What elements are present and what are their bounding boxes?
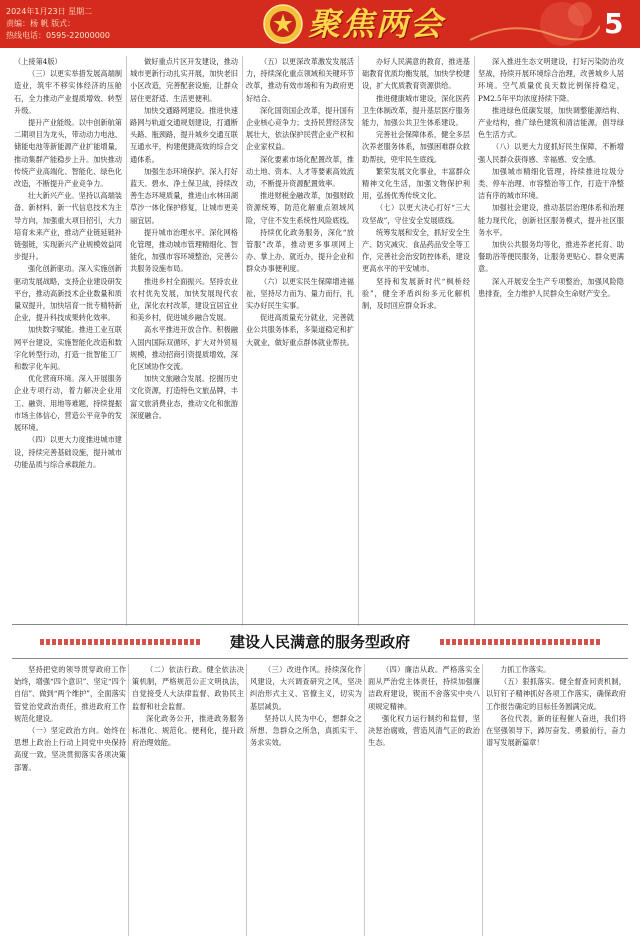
column-divider	[474, 56, 475, 626]
column-divider	[482, 664, 483, 936]
page-number: 5	[604, 7, 624, 40]
article-paragraph: 加强生态环境保护。深入打好蓝天、碧水、净土保卫战，持续改善生态环境质量，推进山水林田湖草沙一体化保护修复，让城市更美丽宜居。	[130, 166, 238, 225]
article-paragraph: （五）狠抓落实。健全督查问责机制，以钉钉子精神抓好各项工作落实，确保政府工作报告确定的目标任务圆满完成。	[486, 677, 626, 711]
article-paragraph: （一）坚定政治方向。始终在思想上政治上行动上同党中央保持高度一致，坚决贯彻落实各项决策部署。	[14, 726, 126, 772]
article-paragraph: 坚持把党的领导贯穿政府工作始终，增强“四个意识”、坚定“四个自信”、做到“两个维护”，全面落实管党治党政治责任，推进政府工作规范化建设。	[14, 665, 126, 723]
article-paragraph: （六）以更实民生保障增进福祉，坚持尽力而为、量力而行，扎实办好民生实事。	[246, 276, 354, 311]
article-paragraph: （八）以更大力度抓好民生保障，不断增强人民群众获得感、幸福感、安全感。	[478, 142, 624, 164]
article-paragraph: （七）以更大决心打好“三大攻坚战”，守住安全发展底线。	[362, 203, 470, 225]
lower-column-1	[14, 664, 126, 936]
article-paragraph: 加快文旅融合发展。挖掘历史文化资源，打造特色文旅品牌，丰富文旅消费业态，推动文化和旅游深度融合。	[130, 374, 238, 420]
article-paragraph: 提升城市治理水平。深化网格化管理，推动城市管理精细化、智能化，加强市容环境整治，完善公共服务设施布局。	[130, 227, 238, 274]
article-paragraph: 促进高质量充分就业，完善就业公共服务体系，多渠道稳定和扩大就业，做好重点群体就业帮扶。	[246, 313, 354, 347]
article-paragraph: （上接第4版）	[14, 57, 62, 66]
article-paragraph: 深入推进生态文明建设，打好污染防治攻坚战，持续开展环境综合治理，改善城乡人居环境。空气质量优良天数比例保持稳定，PM2.5年平均浓度持续下降。	[478, 57, 624, 103]
column-divider	[128, 664, 129, 936]
article-paragraph: 提升产业能级。以中创新航第二期项目为龙头，带动动力电池、储能电池等新能源产业扩能增量，推动集群产能稳步上升。加快推动传统产业高端化、智能化、绿色化改造，不断提升产业竞争力。	[14, 118, 122, 189]
article-paragraph: 坚持以人民为中心，想群众之所想、急群众之所急，真抓实干、务求实效。	[250, 713, 362, 748]
article-paragraph: 推进乡村全面振兴。坚持农业农村优先发展，加快发展现代农业，深化农村改革，建设宜居宜业和美乡村，促进城乡融合发展。	[130, 276, 238, 323]
hotline: 热线电话：0595-22000000	[6, 31, 110, 40]
article-paragraph: 加快数字赋能。推进工业互联网平台建设，实施智能化改造和数字化转型行动，打造一批智能工厂和数字化车间。	[14, 325, 122, 372]
article-column-5	[478, 56, 624, 626]
column-divider	[358, 56, 359, 626]
article-paragraph: 深化国资国企改革，提升国有企业核心竞争力；支持民营经济发展壮大，依法保护民营企业产权和企业家权益。	[246, 105, 354, 152]
article-paragraph: 推进财税金融改革，加强财政资源统筹，防范化解重点领域风险，守住不发生系统性风险底线。	[246, 191, 354, 225]
article-paragraph: 深化要素市场化配置改革，推动土地、资本、人才等要素高效流动，不断提升资源配置效率。	[246, 154, 354, 189]
article-column-3	[246, 56, 354, 626]
article-paragraph: 加快交通路网建设。推进快速路网与轨道交通规划建设，打通断头路、瓶颈路，提升城乡交通互联互通水平，构建便捷高效的综合交通体系。	[130, 105, 238, 164]
article-column-4	[362, 56, 470, 626]
section-divider	[12, 624, 628, 625]
emblem-icon	[262, 3, 304, 45]
article-paragraph: 深入开展安全生产专项整治，加强风险隐患排查，全力维护人民群众生命财产安全。	[478, 276, 624, 298]
article-paragraph: 坚持和发展新时代“枫桥经验”，健全矛盾纠纷多元化解机制，及时回应群众诉求。	[362, 276, 470, 311]
column-divider	[242, 56, 243, 626]
article-paragraph: （五）以更深改革激发发展活力，持续深化重点领域和关键环节改革，推动有效市场和有为政府更好结合。	[246, 57, 354, 103]
masthead	[0, 0, 640, 48]
article-paragraph: 做好重点片区开发建设，推动城市更新行动扎实开展，加快老旧小区改造，完善配套设施，让群众居住更舒适、生活更便利。	[130, 57, 238, 103]
issue-date: 2024年1月23日 星期二	[6, 7, 93, 16]
article-paragraph: 办好人民满意的教育，推进基础教育优质均衡发展，加快学校建设，扩大优质教育资源供给。	[362, 57, 470, 91]
article-paragraph: 强化权力运行制约和监督，坚决惩治腐败，营造风清气正的政治生态。	[368, 713, 480, 748]
article-paragraph: 统筹发展和安全，抓好安全生产、防灾减灾、食品药品安全等工作，完善社会治安防控体系，建设更高水平的平安城市。	[362, 227, 470, 274]
article-paragraph: 持续优化政务服务，深化“放管服”改革，推动更多事项网上办、掌上办、就近办，提升企业和群众办事便利度。	[246, 227, 354, 274]
article-paragraph: 加快公共服务均等化，推进养老托育、助餐助浴等便民服务，让服务更贴心、群众更满意。	[478, 240, 624, 274]
article-paragraph: （三）改进作风。持续深化作风建设，大兴调查研究之风，坚决纠治形式主义、官僚主义，切实为基层减负。	[250, 665, 362, 711]
article-column-1	[14, 56, 122, 626]
column-divider	[246, 664, 247, 936]
article-paragraph: 壮大新兴产业。坚持以高端装备、新材料、新一代信息技术为主导方向，加强重大项目招引，大力培育未来产业，推动产业链延链补链强链，实现新兴产业规模效益同步提升。	[14, 191, 122, 262]
article-paragraph: 推进健康城市建设，深化医药卫生体制改革，提升基层医疗服务能力，加强公共卫生体系建设。	[362, 93, 470, 128]
article-paragraph: 优化营商环境。深入开展服务企业专项行动，着力解决企业用工、融资、用地等难题，持续提振市场主体信心，营造公平竞争的发展环境。	[14, 374, 122, 433]
article-paragraph: （四）廉洁从政。严格落实全面从严治党主体责任，持续加强廉洁政府建设，锲而不舍落实中央八项规定精神。	[368, 665, 480, 711]
editor-credit: 责编：杨 帆 版式：	[6, 19, 76, 28]
article-headline: 建设人民满意的服务型政府	[229, 633, 410, 651]
masthead-decoration	[470, 0, 600, 48]
lower-column-2	[132, 664, 244, 936]
article-paragraph: 繁荣发展文化事业，丰富群众精神文化生活，加强文物保护利用，弘扬优秀传统文化。	[362, 166, 470, 201]
lower-column-4	[368, 664, 480, 936]
lower-column-5	[486, 664, 626, 936]
article-paragraph: 完善社会保障体系，健全多层次养老服务体系，加强困难群众救助帮扶，兜牢民生底线。	[362, 130, 470, 164]
headline-ornament-right	[440, 639, 600, 645]
article-paragraph: （四）以更大力度推进城市建设，持续完善基础设施，提升城市功能品质与综合承载能力。	[14, 435, 122, 469]
article-paragraph: 推进绿色低碳发展，加快调整能源结构、产业结构，推广绿色建筑和清洁能源，倡导绿色生活方式。	[478, 105, 624, 140]
article-paragraph: 深化政务公开，推进政务服务标准化、规范化、便利化，提升政府治理效能。	[132, 713, 244, 748]
article-paragraph: 强化创新驱动。深入实施创新驱动发展战略，支持企业建设研发平台，推动高新技术企业数量和质量双提升，加快培育一批专精特新企业，提升科技成果转化效率。	[14, 264, 122, 323]
masthead-info	[6, 6, 226, 42]
article-paragraph: 各位代表，新的征程催人奋进，我们将在坚强领导下，踔厉奋发、勇毅前行，奋力谱写发展新篇章！	[486, 713, 626, 748]
column-divider	[126, 56, 127, 626]
article-paragraph: 加强城市精细化管理，持续推进垃圾分类、停车治理、市容整治等工作，打造干净整洁有序的城市环境。	[478, 166, 624, 201]
article-paragraph: 力抓工作落实。	[500, 665, 551, 674]
article-paragraph: （三）以更实举措发展高端制造业，筑牢不移实体经济的压舱石，全力推动产业提质增效、转型升级。	[14, 69, 122, 115]
article-paragraph: （二）依法行政。健全依法决策机制，严格规范公正文明执法，自觉接受人大法律监督、政协民主监督和社会监督。	[132, 665, 244, 711]
column-divider	[364, 664, 365, 936]
article-column-2	[130, 56, 238, 626]
article-paragraph: 高水平推进开放合作。积极融入国内国际双循环，扩大对外贸易规模，推动招商引资提质增效，深化区域协作交流。	[130, 325, 238, 372]
article-paragraph: 加强社会建设，推动基层治理体系和治理能力现代化，创新社区服务模式，提升社区服务水平。	[478, 203, 624, 237]
lower-column-3	[250, 664, 362, 936]
section-brand-title: 聚焦两会	[308, 5, 445, 43]
headline-divider	[12, 658, 628, 659]
